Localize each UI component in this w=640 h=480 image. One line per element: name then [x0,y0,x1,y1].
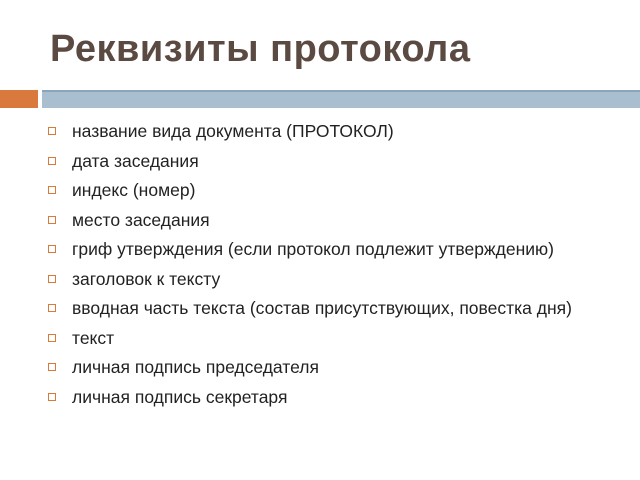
list-item [48,150,608,173]
list-item [48,238,608,261]
square-bullet-icon [48,304,56,312]
list-item-text: гриф утверждения (если протокол подлежит утверждению) [72,239,554,259]
square-bullet-icon [48,127,56,135]
list-item-text: заголовок к тексту [72,268,221,289]
list-item-text: личная подпись секретаря [72,386,288,407]
divider-bar-edge [42,90,640,92]
square-bullet-icon [48,157,56,165]
divider-accent-block [0,90,38,108]
slide-title: Реквизиты протокола [50,28,471,70]
list-item [48,268,608,291]
list-item [48,386,608,409]
list-item-text: индекс (номер) [72,180,196,200]
list-item [48,209,608,232]
square-bullet-icon [48,275,56,283]
list-item [48,179,608,202]
square-bullet-icon [48,363,56,371]
list-item [48,327,608,350]
list-item-text: название вида документа (ПРОТОКОЛ) [72,121,394,141]
list-item-text: текст [72,327,115,348]
list-item-text: место заседания [72,209,210,230]
divider-bar [42,90,640,108]
list-item [48,297,608,320]
requisites-list [48,120,608,415]
list-item [48,356,608,379]
square-bullet-icon [48,186,56,194]
list-item-text: вводная часть текста (состав присутствующих, повестка дня) [72,298,572,318]
square-bullet-icon [48,334,56,342]
list-item-text: дата заседания [72,150,199,171]
square-bullet-icon [48,245,56,253]
list-item [48,120,608,143]
square-bullet-icon [48,393,56,401]
list-item-text: личная подпись председателя [72,357,319,377]
title-divider [0,90,640,108]
square-bullet-icon [48,216,56,224]
